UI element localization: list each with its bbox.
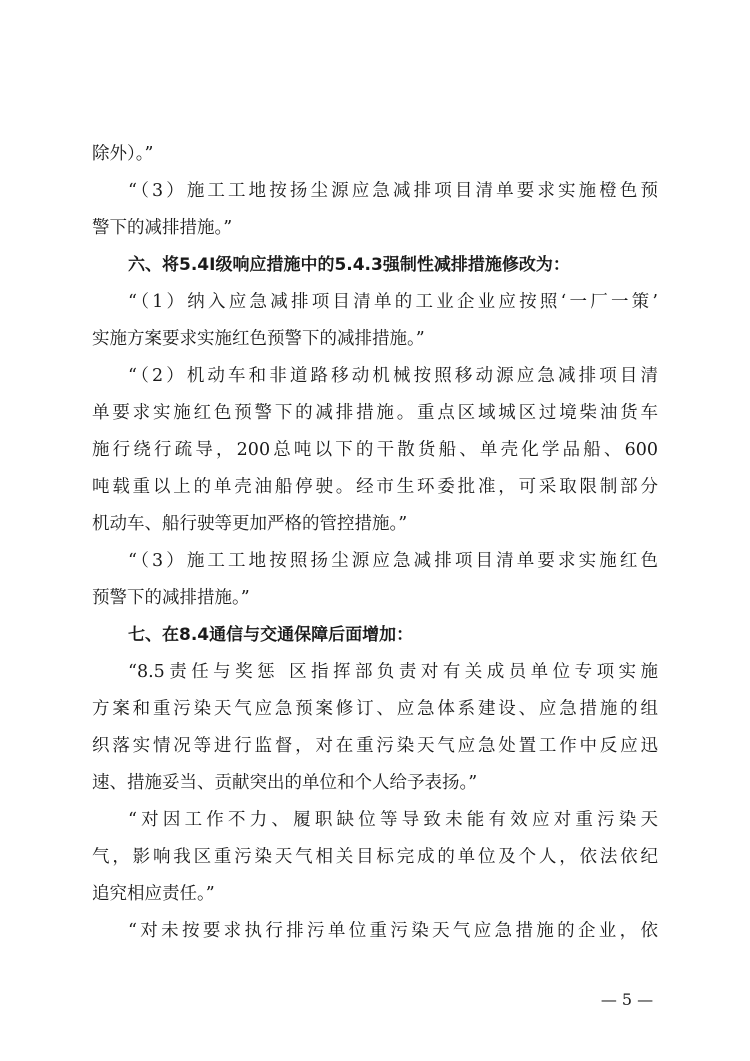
text-line: 实施方案要求实施红色预警下的减排措施。” — [92, 329, 425, 349]
text-line: 吨载重以上的单壳油船停驶。经市生环委批准，可采取限制部分 — [92, 477, 658, 497]
text-line: 警下的减排措施。” — [92, 218, 233, 238]
text-line: 速、措施妥当、贡献突出的单位和个人给予表扬。” — [92, 773, 478, 793]
text-line: 追究相应责任。” — [92, 884, 215, 904]
paragraph-lines — [92, 136, 658, 950]
text-line: 织落实情况等进行监督，对在重污染天气应急处置工作中反应迅 — [92, 736, 658, 756]
text-line: 气，影响我区重污染天气相关目标完成的单位及个人，依法依纪 — [92, 847, 658, 867]
text-line: “（1）纳入应急减排项目清单的工业企业应按照‘一厂一策’ — [128, 292, 658, 312]
section-heading: 六、将5.4Ⅰ级响应措施中的5.4.3强制性减排措施修改为： — [128, 255, 570, 275]
text-line: “（3）施工工地按照扬尘源应急减排项目清单要求实施红色 — [128, 551, 658, 571]
text-line: 方案和重污染天气应急预案修订、应急体系建设、应急措施的组 — [92, 699, 658, 719]
text-line: 施行绕行疏导，200总吨以下的干散货船、单壳化学品船、600 — [92, 440, 658, 460]
text-line: “（2）机动车和非道路移动机械按照移动源应急减排项目清 — [128, 366, 658, 386]
text-line: “8.5责任与奖惩 区指挥部负责对有关成员单位专项实施 — [128, 662, 658, 682]
document-body — [92, 136, 658, 950]
section-heading: 七、在8.4通信与交通保障后面增加： — [128, 625, 414, 645]
text-line: 单要求实施红色预警下的减排措施。重点区域城区过境柴油货车 — [92, 403, 658, 423]
text-line: “对未按要求执行排污单位重污染天气应急措施的企业，依 — [128, 921, 658, 941]
text-line: 除外）。” — [92, 144, 154, 164]
text-line: 预警下的减排措施。” — [92, 588, 250, 608]
text-line: “（3）施工工地按扬尘源应急减排项目清单要求实施橙色预 — [128, 181, 658, 201]
text-line: 机动车、船行驶等更加严格的管控措施。” — [92, 514, 408, 534]
page-number: — 5 — — [600, 990, 654, 1009]
text-line: “对因工作不力、履职缺位等导致未能有效应对重污染天 — [128, 810, 658, 830]
